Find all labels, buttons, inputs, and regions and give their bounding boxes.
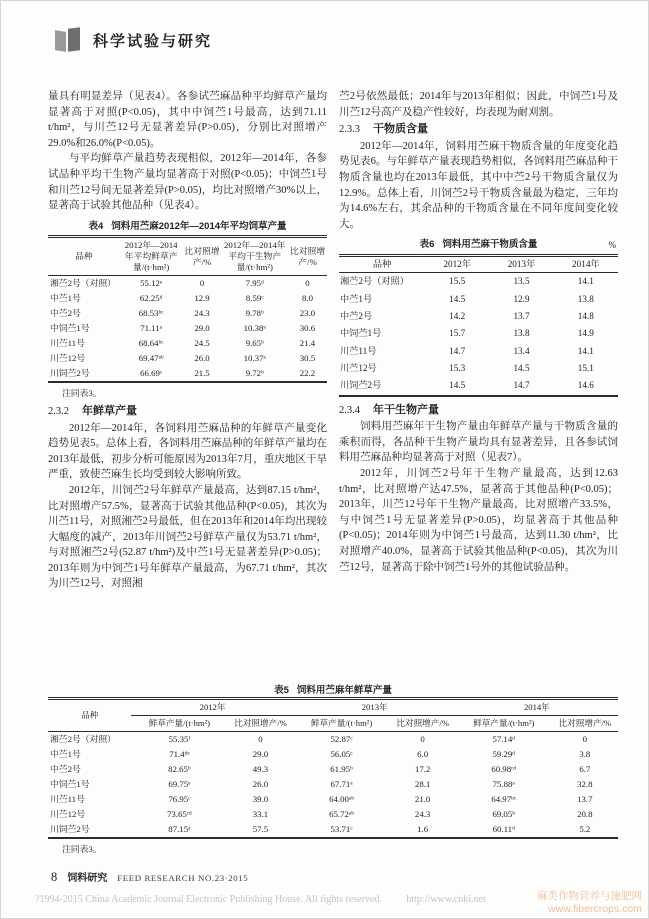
value-cell: 26.0	[194, 353, 210, 364]
paragraph: 苎2号依然最低；2014年与2013年相似；因此，中饲苎1号及川苎12号高产及稳产性较好，均表现为耐刈割。	[339, 91, 618, 118]
table5-caption-text: 饲料用苎麻年鲜草产量	[296, 685, 392, 696]
value-cell: 82.65ᵇ	[168, 764, 191, 774]
value-cell: 66.69ᶜ	[140, 368, 163, 379]
table-row	[339, 308, 618, 325]
value-cell: 9.78ᵇ	[245, 308, 264, 319]
value-cell: 13.7	[577, 794, 593, 804]
value-cell: 23.0	[299, 308, 316, 319]
value-cell: 67.71ᵃ	[330, 779, 353, 789]
variety-name-cell: 中饲苎1号	[50, 779, 90, 789]
value-cell: 30.6	[299, 323, 316, 334]
value-cell: 53.71ᶜ	[330, 824, 353, 834]
value-cell: 87.15ᵃ	[168, 824, 191, 834]
value-cell: 24.3	[194, 308, 210, 319]
value-cell: 13.8	[513, 328, 530, 339]
value-cell: 57.14ᵈ	[492, 734, 515, 744]
variety-name-cell: 川饲苎2号	[50, 824, 90, 834]
value-cell: 14.7	[513, 380, 530, 391]
value-cell: 13.8	[577, 293, 594, 304]
table-row	[48, 321, 327, 336]
table-annual-fresh-grass-yield	[48, 697, 618, 839]
value-cell: 71.11ᵃ	[140, 323, 163, 334]
value-cell: 20.8	[577, 809, 593, 819]
value-cell: 21.5	[194, 368, 210, 379]
col-header: 鲜草产量/(t·hm²)	[294, 716, 390, 732]
table-row	[48, 732, 618, 748]
table5-subheader-row	[48, 716, 618, 732]
table6-header-row	[339, 255, 618, 272]
value-cell: 10.38ᵃ	[243, 323, 266, 334]
table6-caption-label: 表6	[419, 239, 435, 251]
table-dry-matter-content	[339, 254, 618, 397]
left-column	[48, 89, 327, 675]
variety-name-cell: 中苎2号	[50, 308, 81, 319]
value-cell: 21.4	[299, 338, 316, 349]
page-footer	[51, 869, 248, 885]
watermark-line2: www.fibercrops.com	[548, 903, 642, 915]
paragraph: 2012年，川饲苎2号年鲜草产量最高，达到87.15 t/hm²，比对照增产57.5%，显著高于试验其他品种(P<0.05)，其次为川苎11号，对照湘苎2号最低，但在2013年和2014年均出现较大幅度的减产，2013年川饲苎2号鲜草产量仅为53.71 t/hm²，与对照湘苎2号(52.87 t/hm²)及中苎1号无显著差异(P>0.05)；2013年则为中饲苎1号年鲜草产量最高，为67.71 t/hm²，其次为川苎12号，对照湘	[48, 484, 327, 590]
col-header: 鲜草产量/(t·hm²)	[456, 716, 552, 732]
table-row	[48, 291, 327, 306]
value-cell: 22.2	[299, 368, 316, 379]
section-number: 2.3.3	[339, 124, 360, 136]
variety-name-cell: 中饲苎1号	[50, 323, 90, 334]
table6-caption-text: 饲料用苎麻干物质含量	[442, 239, 538, 251]
value-cell: 33.1	[252, 809, 269, 819]
variety-name-cell: 川饲苎2号	[50, 368, 90, 379]
year-group-header: 2014年	[456, 699, 618, 716]
site-watermark	[537, 890, 642, 916]
value-cell: 14.7	[449, 345, 466, 356]
value-cell: 64.00ᵃᵇ	[329, 794, 355, 804]
value-cell: 76.95ᶜ	[168, 794, 191, 804]
value-cell: 28.1	[414, 779, 431, 789]
table-row	[339, 290, 618, 307]
value-cell: 56.05ᶜ	[330, 749, 353, 759]
page-header	[55, 27, 212, 54]
paragraph: 2012年，川饲苎2号年干生物产量最高，达到12.63 t/hm²，比对照增产达47.5%，显著高于其他品种(P<0.05)；2013年，川苎12号年干生物产量最高，比对照增产33.5%，与中饲苎1号无显著差异(P>0.05)，均显著高于其他品种(P<0.05)；2014年则为中饲苎1号最高，达到11.30 t/hm²，比对照增产40.0%，显著高于试验其他品种(P<0.05)，其次为川苎12号，显著高于除中饲苎1号外的其他试验品种。	[339, 467, 618, 573]
value-cell: 1.6	[417, 824, 429, 834]
value-cell: 15.7	[449, 328, 466, 339]
value-cell: 21.0	[414, 794, 431, 804]
value-cell: 13.5	[513, 276, 530, 287]
value-cell: 64.97ᵇᶜ	[491, 794, 517, 804]
value-cell: 14.5	[513, 363, 530, 373]
value-cell: 14.5	[449, 380, 466, 391]
value-cell: 30.5	[299, 353, 316, 364]
journal-name-en: FEED RESEARCH NO.23·2015	[117, 873, 249, 883]
col-header: 2013年	[489, 255, 553, 272]
table-row	[48, 777, 618, 792]
section-heading-2-3-4	[339, 403, 618, 419]
section-banner-title: 科学试验与研究	[93, 33, 213, 50]
col-header: 比对照增产/%	[183, 237, 222, 276]
variety-name-cell: 中苎2号	[50, 764, 81, 774]
table6-caption	[339, 237, 618, 253]
col-header: 品种	[339, 255, 425, 272]
table5-block	[48, 677, 618, 855]
table5-year-row	[48, 699, 618, 716]
table4-caption-label: 表4	[88, 220, 104, 232]
col-header: 2012年	[425, 255, 489, 272]
value-cell: 24.5	[194, 338, 210, 349]
value-cell: 55.12ᵉ	[140, 278, 163, 289]
table-row	[339, 325, 618, 342]
table5-body	[48, 732, 618, 839]
value-cell: 6.7	[579, 764, 591, 774]
value-cell: 69.75ᵉ	[168, 779, 191, 789]
variety-name-cell: 川苎11号	[50, 794, 85, 804]
value-cell: 8.0	[301, 293, 313, 304]
value-cell: 49.3	[252, 764, 269, 774]
value-cell: 0	[582, 734, 588, 744]
col-header: 比对照增产/%	[288, 237, 327, 276]
section-title: 干物质含量	[373, 123, 428, 136]
table4-caption-text: 饲料用苎麻2012年—2014年平均饲草产量	[111, 220, 287, 232]
value-cell: 8.59ᶜ	[245, 293, 264, 304]
value-cell: 17.2	[414, 764, 431, 774]
value-cell: 52.87ᶜ	[330, 734, 353, 744]
table4-note: 注同表3。	[62, 388, 102, 399]
value-cell: 60.11ᵈ	[492, 824, 515, 834]
col-header: 比对照增产/%	[389, 716, 455, 732]
col-header: 比对照增产/%	[227, 716, 293, 732]
value-cell: 15.3	[449, 363, 466, 373]
value-cell: 13.4	[513, 345, 530, 356]
section-heading-2-3-3	[339, 122, 618, 138]
value-cell: 59.29ᵈ	[492, 749, 515, 759]
value-cell: 12.9	[194, 293, 210, 304]
section-number: 2.3.4	[339, 404, 360, 416]
variety-name-cell: 湘苎2号（对照）	[50, 278, 116, 289]
value-cell: 15.1	[577, 363, 594, 373]
col-header: 2012年—2014年平均鲜草产量/(t·hm²)	[120, 237, 183, 276]
table-row	[48, 807, 618, 822]
variety-name-cell: 中苎1号	[50, 749, 81, 759]
table-avg-forage-yield	[48, 235, 327, 383]
value-cell: 57.5	[252, 824, 269, 834]
col-header: 2014年	[554, 255, 618, 272]
journal-logo-icon	[55, 27, 81, 54]
value-cell: 13.7	[513, 310, 530, 321]
table-row	[48, 336, 327, 351]
value-cell: 55.35ᶠ	[168, 734, 191, 744]
variety-name-cell: 川苎12号	[340, 363, 377, 373]
table6-body	[339, 272, 618, 395]
right-column	[339, 89, 618, 675]
table4-caption	[48, 219, 327, 235]
table-row	[48, 762, 618, 777]
value-cell: 14.1	[577, 276, 594, 287]
variety-name-cell: 湘苎2号（对照）	[340, 276, 409, 287]
value-cell: 65.72ᵃᵇ	[329, 809, 355, 819]
table5-caption-label: 表5	[274, 685, 289, 696]
value-cell: 5.2	[579, 824, 591, 834]
variety-name-cell: 中苎1号	[340, 293, 373, 304]
table-row	[339, 342, 618, 359]
cnki-url: http://www.cnki.net	[406, 894, 486, 905]
value-cell: 15.5	[449, 276, 466, 287]
table5-note: 注同表3。	[62, 844, 102, 854]
value-cell: 14.9	[577, 328, 594, 339]
value-cell: 39.0	[252, 794, 269, 804]
value-cell: 24.3	[414, 809, 431, 819]
value-cell: 12.9	[513, 293, 530, 304]
value-cell: 7.95ᵈ	[245, 278, 264, 289]
paragraph: 量具有明显差异（见表4）。各参试苎麻品种平均鲜草产量均显著高于对照(P<0.05)，其中中饲苎1号最高，达到71.11 t/hm²，与川苎12号无显著差异(P>0.05)，分别比对照增产29.0%和26.0%(P<0.05)。	[48, 91, 327, 149]
value-cell: 68.53ᵇᶜ	[138, 308, 164, 319]
value-cell: 9.72ᵇ	[245, 368, 264, 379]
variety-name-cell: 川苎12号	[50, 809, 86, 819]
table-row	[339, 272, 618, 290]
value-cell: 69.05ᵇ	[492, 809, 515, 819]
variety-name-cell: 川苎12号	[50, 353, 86, 364]
table-row	[339, 377, 618, 395]
article-body	[48, 89, 618, 675]
value-cell: 0	[199, 278, 205, 289]
table-row	[48, 747, 618, 762]
variety-name-cell: 湘苎2号（对照）	[50, 734, 116, 744]
variety-name-cell: 川饲苎2号	[340, 380, 382, 391]
value-cell: 75.88ᵃ	[492, 779, 515, 789]
value-cell: 71.4ᵈᵉ	[169, 749, 190, 759]
value-cell: 10.37ᵃ	[243, 353, 266, 364]
value-cell: 3.8	[579, 749, 591, 759]
value-cell: 6.0	[417, 749, 429, 759]
col-header: 比对照增产/%	[552, 716, 618, 732]
table-row	[48, 306, 327, 321]
paragraph: 与平均鲜草产量趋势表现相似，2012年—2014年，各参试品种平均干生物产量均显著高于对照(P<0.05)；中饲苎1号和川苎12号间无显著差异(P>0.05)，均比对照增产30%以上，显著高于试验其他品种（见表4）。	[48, 153, 327, 212]
value-cell: 32.8	[577, 779, 593, 789]
section-title: 年干生物产量	[373, 403, 439, 416]
section-title: 年鲜草产量	[82, 404, 137, 417]
table-row	[48, 351, 327, 366]
year-group-header: 2012年	[131, 699, 293, 716]
col-header: 品种	[48, 699, 131, 732]
value-cell: 60.98ᶜᵈ	[491, 764, 517, 774]
table-row	[339, 360, 618, 377]
variety-name-cell: 中苎2号	[340, 310, 373, 321]
value-cell: 73.65ᶜᵈ	[167, 809, 192, 819]
copyright-text: ?1994-2015 China Academic Journal Electronic Publishing House. All rights reserved.	[35, 894, 382, 905]
col-header: 鲜草产量/(t·hm²)	[131, 716, 227, 732]
value-cell: 0	[420, 734, 425, 744]
value-cell: 68.64ᵇᶜ	[138, 338, 164, 349]
value-cell: 29.0	[252, 749, 269, 759]
variety-name-cell: 中饲苎1号	[340, 328, 382, 339]
variety-name-cell: 川苎11号	[50, 338, 85, 349]
value-cell: 14.1	[577, 345, 594, 356]
value-cell: 0	[258, 734, 263, 744]
value-cell: 9.65ᵇ	[245, 338, 264, 349]
table5-caption	[48, 682, 618, 696]
table-row	[48, 366, 327, 382]
paragraph: 2012年—2014年，饲料用苎麻干物质含量的年度变化趋势见表6。与年鲜草产量表现趋势相似，各饲料用苎麻品种干物质含量也均在2013年最低，其中中苎2号干物质含量仅为12.9%。总体上看，川饲苎2号干物质含量最为稳定，三年均为14.6%左右，其余品种的干物质含量在不同年度间变化较大。	[339, 140, 618, 230]
section-heading-2-3-2	[48, 404, 327, 420]
watermark-line1: 麻类作物营养与施肥网	[537, 890, 642, 902]
value-cell: 0	[305, 278, 310, 289]
table-row	[48, 822, 618, 838]
value-cell: 14.5	[449, 293, 466, 304]
table6-unit-label: %	[608, 240, 616, 251]
variety-name-cell: 中苎1号	[50, 293, 81, 304]
paragraph: 饲料用苎麻年干生物产量由年鲜草产量与干物质含量的乘积而得，各品种干生物产量均具有显著差异，且各参试饲料用苎麻品种均显著高于对照（见表7）。	[339, 421, 618, 464]
value-cell: 61.95ᵇ	[330, 764, 353, 774]
journal-name-cn: 饲料研究	[67, 873, 108, 884]
paragraph: 2012年—2014年，各饲料用苎麻品种的年鲜草产量变化趋势见表5。总体上看，各饲料用苎麻品种的年鲜草产量均在2013年最低，初步分析可能原因为2013年7月，重庆地区干旱严重，致使苎麻生长均受到较大影响所致。	[48, 422, 327, 481]
page-number: 8	[51, 870, 58, 884]
section-number: 2.3.2	[48, 405, 69, 417]
year-group-header: 2013年	[294, 699, 456, 716]
value-cell: 62.25ᵈ	[139, 293, 163, 304]
value-cell: 29.0	[194, 323, 210, 334]
variety-name-cell: 川苎11号	[340, 345, 377, 356]
value-cell: 26.0	[252, 779, 269, 789]
table-row	[48, 276, 327, 292]
value-cell: 14.2	[449, 310, 466, 321]
table4-body	[48, 276, 327, 383]
table-row	[48, 792, 618, 807]
col-header: 品种	[48, 237, 120, 276]
value-cell: 14.6	[577, 380, 594, 391]
table4-header-row	[48, 237, 327, 276]
value-cell: 14.8	[577, 310, 594, 321]
col-header: 2012年—2014年平均干生物产量/(t·hm²)	[222, 237, 288, 276]
value-cell: 69.47ᵃᵇ	[138, 353, 164, 364]
